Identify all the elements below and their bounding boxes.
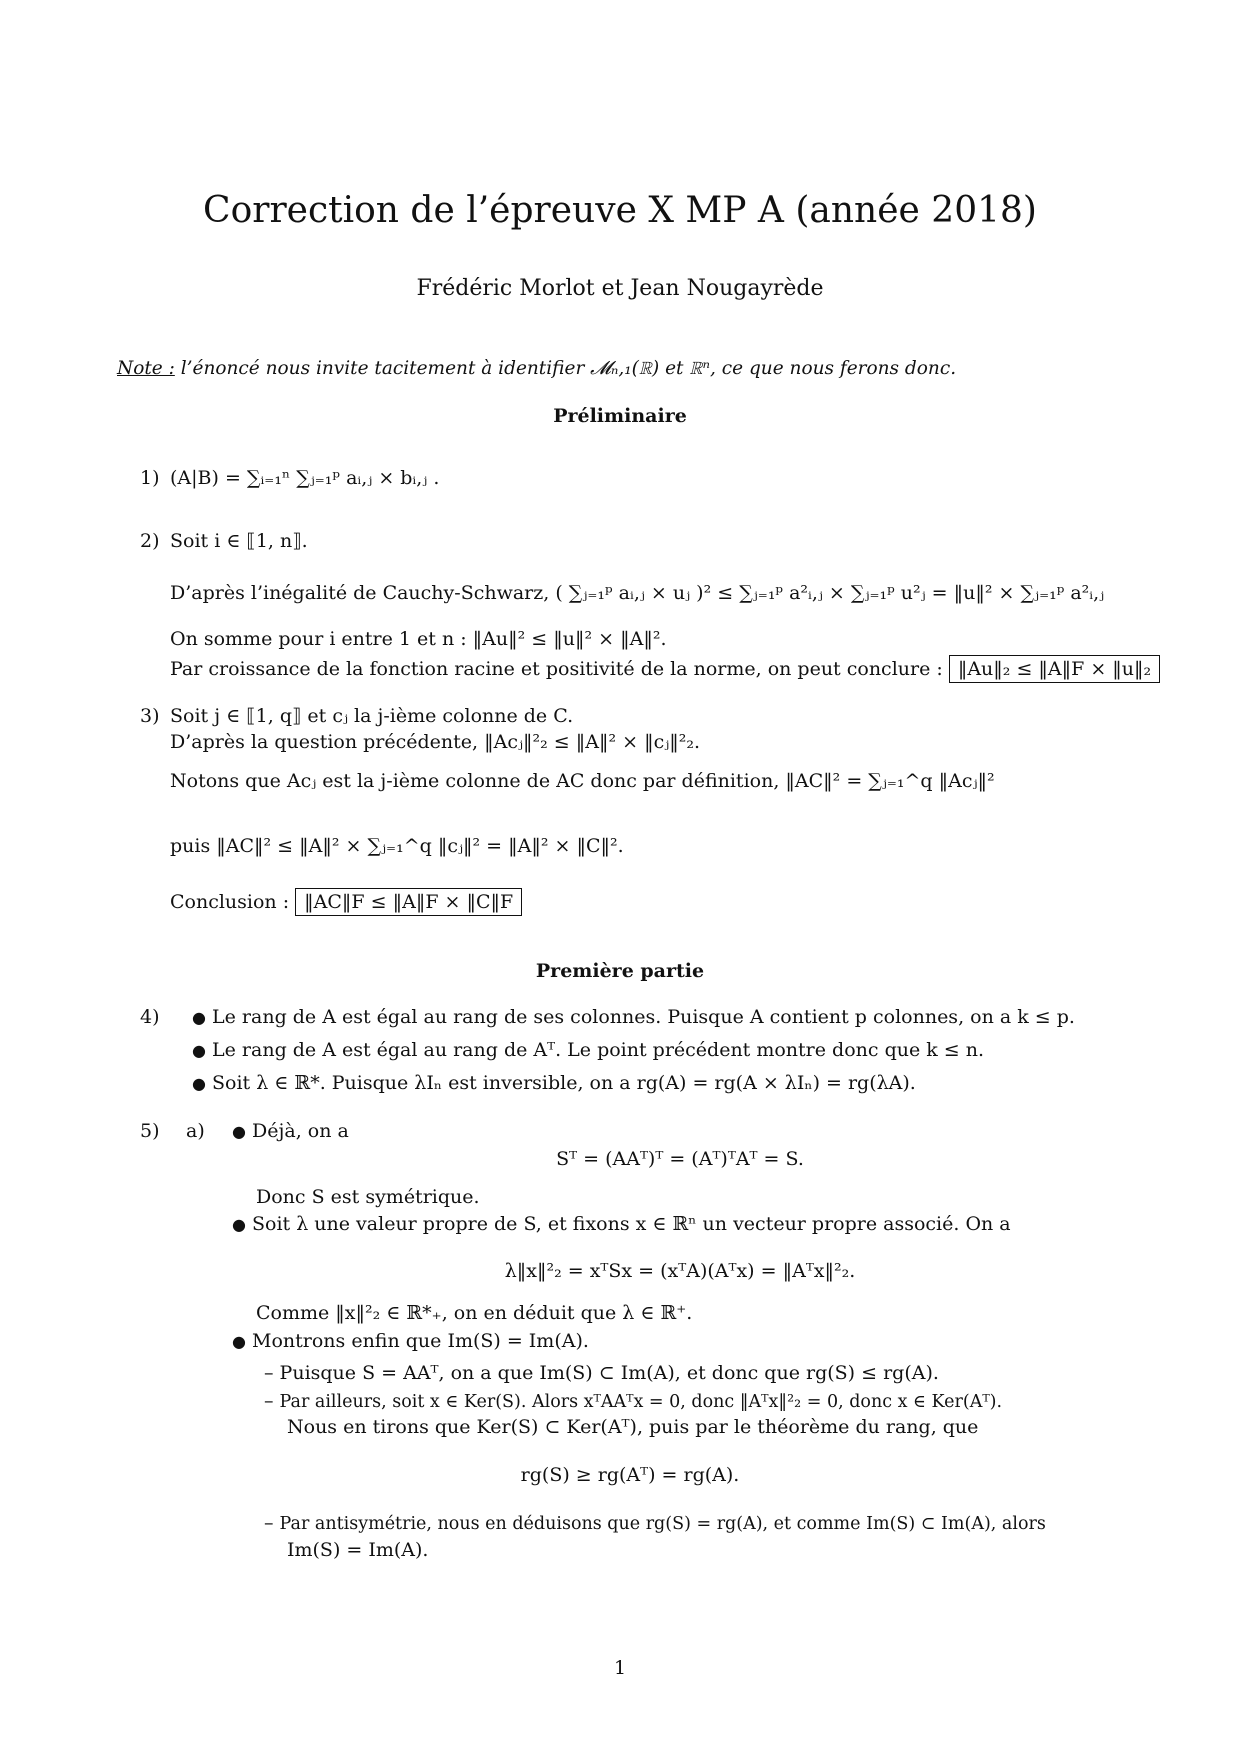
- q5-b1: Déjà, on a: [252, 1120, 349, 1142]
- q3-line1: Soit j ∈ ⟦1, q⟧ et cⱼ la j-ième colonne de C.: [170, 705, 574, 727]
- q4-bullet-2: [192, 1039, 984, 1061]
- q5-b1-after: Donc S est symétrique.: [256, 1186, 480, 1208]
- q5-b3: Montrons enfin que Im(S) = Im(A).: [252, 1330, 589, 1352]
- q1-number: 1): [140, 467, 160, 489]
- q4-number: 4): [140, 1006, 160, 1028]
- q5-eq3: rg(S) ≥ rg(Aᵀ) = rg(A).: [520, 1464, 740, 1486]
- q5-eq2: λ‖x‖²₂ = xᵀSx = (xᵀA)(Aᵀx) = ‖Aᵀx‖²₂.: [504, 1260, 856, 1282]
- q5-bullet-3: [232, 1330, 589, 1352]
- q5-b2-after: Comme ‖x‖²₂ ∈ ℝ*₊, on en déduit que λ ∈ ℝ⁺.: [256, 1302, 693, 1324]
- q5-b2: Soit λ une valeur propre de S, et fixons x ∈ ℝⁿ un vecteur propre associé. On a: [252, 1213, 1011, 1235]
- q3-number: 3): [140, 705, 160, 727]
- note-text: l’énoncé nous invite tacitement à identifier 𝓜ₙ,₁(ℝ) et ℝⁿ, ce que nous ferons donc.: [180, 358, 957, 379]
- authors: Frédéric Morlot et Jean Nougayrède: [416, 276, 824, 301]
- q5-d3a: Par antisymétrie, nous en déduisons que rg(S) = rg(A), et comme Im(S) ⊂ Im(A), alors: [279, 1514, 1046, 1534]
- bullet-icon: ●: [192, 1008, 206, 1027]
- q3-conclusion-label: Conclusion :: [170, 891, 290, 913]
- dash-icon: –: [264, 1362, 274, 1384]
- q2-line4: [170, 655, 1160, 683]
- page-title: Correction de l’épreuve X MP A (année 2018): [203, 190, 1037, 231]
- q1-formula: (A|B) = ∑ᵢ₌₁ⁿ ∑ⱼ₌₁ᵖ aᵢ,ⱼ × bᵢ,ⱼ .: [170, 467, 440, 489]
- q5-dash-1: [264, 1362, 939, 1384]
- q5-dash-3: [264, 1512, 1046, 1534]
- q3-line3: Notons que Acⱼ est la j-ième colonne de AC donc par définition, ‖AC‖² = ∑ⱼ₌₁^q ‖Acⱼ‖²: [170, 770, 995, 792]
- q5-eq1: Sᵀ = (AAᵀ)ᵀ = (Aᵀ)ᵀAᵀ = S.: [556, 1148, 804, 1170]
- q3-line4: puis ‖AC‖² ≤ ‖A‖² × ∑ⱼ₌₁^q ‖cⱼ‖² = ‖A‖² × ‖C‖².: [170, 835, 624, 857]
- q5-d2b: Nous en tirons que Ker(S) ⊂ Ker(Aᵀ), puis par le théorème du rang, que: [287, 1416, 979, 1438]
- q4-item-2: Le rang de A est égal au rang de Aᵀ. Le point précédent montre donc que k ≤ n.: [212, 1039, 985, 1061]
- q2-line3: On somme pour i entre 1 et n : ‖Au‖² ≤ ‖u‖² × ‖A‖².: [170, 628, 667, 650]
- q4-bullet-1: [192, 1006, 1075, 1028]
- q3-result-box: ‖AC‖F ≤ ‖A‖F × ‖C‖F: [295, 888, 522, 916]
- q4-item-3: Soit λ ∈ ℝ*. Puisque λIₙ est inversible, on a rg(A) = rg(A × λIₙ) = rg(λA).: [212, 1072, 916, 1094]
- bullet-icon: ●: [232, 1215, 246, 1234]
- q3-conclusion: [170, 888, 522, 916]
- q2-line1: Soit i ∈ ⟦1, n⟧.: [170, 530, 308, 552]
- bullet-icon: ●: [192, 1041, 206, 1060]
- q5-bullet-1: [232, 1120, 349, 1142]
- dash-icon: –: [264, 1390, 274, 1412]
- note-label: Note :: [117, 358, 175, 379]
- dash-icon: –: [264, 1512, 274, 1534]
- q5-dash-2: [264, 1390, 1002, 1412]
- q2-result-box: ‖Au‖₂ ≤ ‖A‖F × ‖u‖₂: [949, 655, 1160, 683]
- q2-line2: D’après l’inégalité de Cauchy-Schwarz, ( ∑ⱼ₌₁ᵖ aᵢ,ⱼ × uⱼ )² ≤ ∑ⱼ₌₁ᵖ a²ᵢ,ⱼ × ∑ⱼ₌₁ᵖ u²ⱼ = ‖u‖² × ∑ⱼ₌₁ᵖ a²ᵢ,ⱼ: [170, 582, 1105, 604]
- q4-item-1: Le rang de A est égal au rang de ses colonnes. Puisque A contient p colonnes, on a k ≤ p.: [212, 1006, 1075, 1028]
- note: [117, 358, 956, 379]
- section-preliminaire: Préliminaire: [553, 405, 687, 427]
- q2-line4-text: Par croissance de la fonction racine et positivité de la norme, on peut conclure :: [170, 658, 943, 680]
- q2-number: 2): [140, 530, 160, 552]
- q4-bullet-3: [192, 1072, 916, 1094]
- q3-line2: D’après la question précédente, ‖Acⱼ‖²₂ ≤ ‖A‖² × ‖cⱼ‖²₂.: [170, 731, 701, 753]
- q5-sub-a: a): [186, 1120, 205, 1142]
- bullet-icon: ●: [232, 1332, 246, 1351]
- q5-bullet-2: [232, 1213, 1011, 1235]
- q5-number: 5): [140, 1120, 160, 1142]
- section-premiere-partie: Première partie: [535, 960, 705, 982]
- bullet-icon: ●: [192, 1074, 206, 1093]
- bullet-icon: ●: [232, 1122, 246, 1141]
- page-number: 1: [613, 1657, 627, 1679]
- q5-d1: Puisque S = AAᵀ, on a que Im(S) ⊂ Im(A), et donc que rg(S) ≤ rg(A).: [279, 1362, 939, 1384]
- q5-d3b: Im(S) = Im(A).: [287, 1539, 429, 1561]
- q5-d2a: Par ailleurs, soit x ∈ Ker(S). Alors xᵀAAᵀx = 0, donc ‖Aᵀx‖²₂ = 0, donc x ∈ Ker(Aᵀ).: [279, 1392, 1003, 1412]
